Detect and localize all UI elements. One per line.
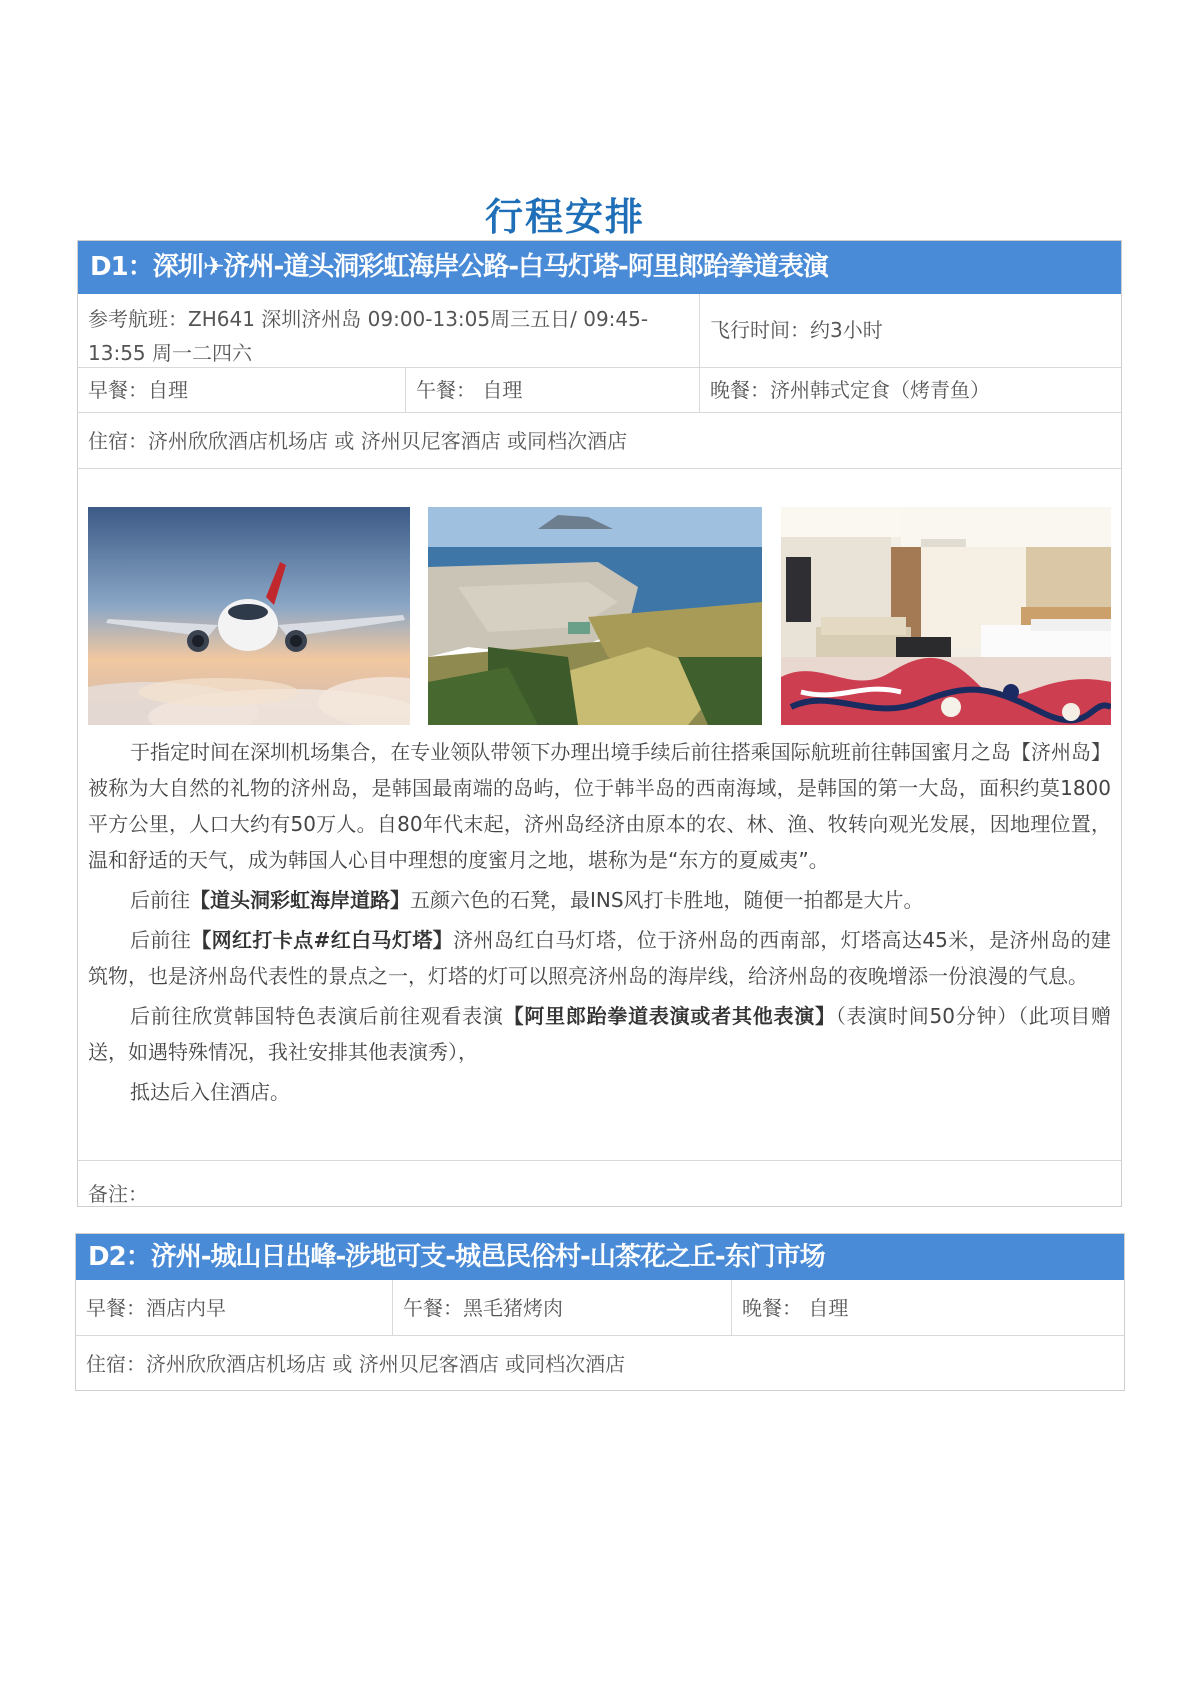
paragraph-text: 于指定时间在深圳机场集合，在专业领队带领下办理出境手续后前往搭乘国际航班前往韩国蜜月之岛【济州岛】被称为大自然的礼物的济州岛，是韩国最南端的岛屿，位于韩半岛的西南海域，是韩国的第一大岛，面积约莫1800平方公里，人口大约有50万人。自80年代末起，济州岛经济由原本的农、林、渔、牧转向观光发展，因地理位置，温和舒适的天气，成为韩国人心目中理想的度蜜月之地，堪称为是“东方的夏威夷”。 [88,740,1111,872]
description-paragraph [88,1074,1111,1110]
paragraph-text: 济州岛红白马灯塔，位于济州岛的西南部，灯塔高达45米，是济州岛的建筑物，也是济州岛代表性的景点之一，灯塔的灯可以照亮济州岛的海岸线，给济州岛的夜晚增添一份浪漫的气息。 [88,928,1111,988]
day1-dinner: 晚餐：济州韩式定食（烤青鱼） [710,378,990,402]
highlight-attraction: 【阿里郎跆拳道表演或者其他表演】 [503,1004,836,1028]
day1-hotel-row [78,413,1121,469]
paragraph-text: 抵达后入住酒店。 [130,1080,290,1104]
day1-note: 备注： [78,1160,1121,1206]
description-paragraph [88,882,1111,918]
day1-hotel: 住宿：济州欣欣酒店机场店 或 济州贝尼客酒店 或同档次酒店 [88,429,628,453]
day2-header [76,1234,1124,1280]
day1-label: D1 [90,252,128,282]
day1-header [78,241,1121,294]
highlight-attraction: 【道头洞彩虹海岸道路】 [190,888,410,912]
day2-meal-row [76,1280,1124,1336]
day2-hotel: 住宿：济州欣欣酒店机场店 或 济州贝尼客酒店 或同档次酒店 [86,1352,626,1376]
hotel-room-photo [781,507,1111,725]
paragraph-text: 五颜六色的石凳，最INS风打卡胜地，随便一拍都是大片。 [410,888,924,912]
day1-photos [78,469,1121,734]
day2-dinner: 晚餐： 自理 [742,1296,849,1320]
day1-block [77,240,1122,1207]
paragraph-text: 后前往 [130,928,192,952]
highlight-attraction: 【网红打卡点#红白马灯塔】 [191,928,454,952]
day2-lunch: 午餐：黑毛猪烤肉 [393,1280,732,1335]
description-paragraph [88,734,1111,878]
day2-label: D2 [88,1242,126,1272]
day1-meal-row [78,368,1121,413]
page-title: 行程安排 [484,195,645,239]
day2-title: ：济州-城山日出峰-涉地可支-城邑民俗村-山茶花之丘-东门市场 [125,1242,825,1272]
paragraph-text: （表演时间50分钟）（此项目赠送，如遇特殊情况，我社安排其他表演秀）， [88,1004,1112,1064]
description-paragraph [88,922,1111,994]
day1-breakfast: 早餐：自理 [78,368,406,412]
jeju-coast-photo [428,507,762,725]
airplane-photo [88,507,410,725]
day1-lunch: 午餐： 自理 [406,368,700,412]
day2-hotel-row [76,1336,1124,1390]
day1-description [78,734,1121,1110]
paragraph-text: 后前往 [130,888,190,912]
day2-block [75,1233,1125,1391]
day1-flight-row [78,294,1121,368]
day1-title: ：深圳✈济州-道头洞彩虹海岸公路-白马灯塔-阿里郎跆拳道表演 [127,252,828,282]
paragraph-text: 后前往欣赏韩国特色表演后前往观看表演 [130,1004,504,1028]
day1-flight-info: 参考航班：ZH641 深圳济州岛 09:00-13:05周三五日/ 09:45-13:55 周一二四六 [78,294,700,367]
day2-breakfast: 早餐：酒店内早 [76,1280,393,1335]
description-paragraph [88,998,1111,1070]
day1-flight-time: 飞行时间：约3小时 [710,318,883,342]
